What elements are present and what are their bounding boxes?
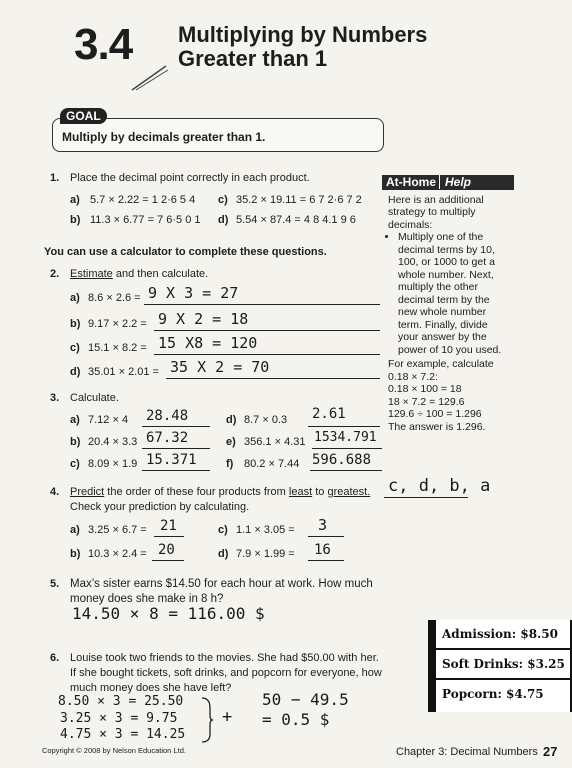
q4-predict-word: Predict [70,486,105,498]
q2-number: 2. [50,268,60,280]
at-home-help-header [382,175,514,190]
q5-answer: 14.50 × 8 = 116.00 $ [72,604,265,623]
q4-number: 4. [50,486,60,498]
q2b-expr: 9.17 × 2.2 = [88,318,147,330]
q3-prompt: Calculate. [70,392,119,404]
q2d-answer-line [166,378,380,379]
pencil-mark [130,62,170,92]
q1-prompt: Place the decimal point correctly in each product. [70,172,310,184]
q4-prompt-part2: to [312,486,328,498]
q2a-expr: 8.6 × 2.6 = [88,292,141,304]
q2c-label: c) [70,342,80,354]
q6-line3: much money does she have left? [70,682,232,694]
at-home-tag: At-Home [386,175,436,189]
q6-work-line3: 4.75 × 3 = 14.25 [60,727,186,742]
q1b-expr: 11.3 × 6.77 = 7 6·5 0 1 [90,214,201,226]
q2d-expr: 35.01 × 2.01 = [88,366,159,378]
help-tag: Help [439,175,471,189]
section-number: 3.4 [74,20,133,69]
aside-example-line3: 18 × 7.2 = 129.6 [388,395,465,408]
soft-drinks-price: Soft Drinks: $3.25 [436,650,570,680]
q6-plus: + [222,707,233,727]
q4a-answer: 21 [160,518,177,534]
q3b-answer-line [142,448,210,449]
q4-prompt-part: the order of these four products from [104,486,289,498]
q3e-label: e) [226,436,236,448]
q4c-label: c) [218,524,228,536]
q3a-answer: 28.48 [146,408,189,424]
q1c-label: c) [218,194,228,206]
q4-order-answer: c, d, b, a [388,476,491,496]
aside-example-intro: For example, calculate [388,358,494,370]
q3a-expr: 7.12 × 4 [88,414,129,426]
q4b-label: b) [70,548,81,560]
q1d-expr: 5.54 × 87.4 = 4 8 4.1 9 6 [236,214,356,226]
q3b-expr: 20.4 × 3.3 [88,436,138,448]
q2a-answer-line [144,304,380,305]
q3f-answer-line [310,470,382,471]
at-home-help-box [382,175,514,437]
q4b-answer: 20 [158,542,175,558]
q4d-expr: 7.9 × 1.99 = [236,548,295,560]
q5-line1: Max’s sister earns $14.50 for each hour at work. How much [70,578,373,590]
aside-intro: Here is an additional strategy to multiply decimals: [388,193,484,231]
q3e-answer: 1534.791 [314,430,377,445]
q3b-answer: 67.32 [146,430,189,446]
q4b-expr: 10.3 × 2.4 = [88,548,147,560]
page-title-line2: Greater than 1 [178,46,328,71]
q1a-expr: 5.7 × 2.22 = 1 2·6 5 4 [90,194,196,206]
q1c-expr: 35.2 × 19.11 = 6 7 2·6 7 2 [236,194,362,206]
calculator-note: You can use a calculator to complete these questions. [44,246,327,258]
q4-least-word: least [288,486,313,498]
q4c-expr: 1.1 × 3.05 = [236,524,295,536]
q4a-answer-line [154,536,184,537]
aside-example-line1: 0.18 × 7.2: [388,370,438,383]
chapter-title: Chapter 3: Decimal Numbers [396,746,538,758]
q3c-answer-line [142,470,210,471]
aside-example-line5: The answer is 1.296. [388,420,486,433]
q3b-label: b) [70,436,81,448]
q1b-label: b) [70,214,81,226]
q5-number: 5. [50,578,60,590]
popcorn-price: Popcorn: $4.75 [442,687,544,701]
q4-line2: Check your prediction by calculating. [70,501,250,513]
page-number: 27 [543,744,558,759]
q4c-answer-line [308,536,344,537]
q4c-answer: 3 [318,516,328,534]
q3-number: 3. [50,392,60,404]
q2a-label: a) [70,292,80,304]
q6-line2: If she bought tickets, soft drinks, and popcorn for everyone, how [70,667,382,679]
q4d-answer: 16 [314,542,331,558]
q2a-answer: 9 X 3 = 27 [148,284,239,302]
q3e-expr: 356.1 × 4.31 [244,436,306,448]
q3c-expr: 8.09 × 1.9 [88,458,138,470]
q2b-answer: 9 X 2 = 18 [158,310,249,328]
q4-order-answer-line [384,497,468,498]
q6-work-line1: 8.50 × 3 = 25.50 [58,694,184,709]
goal-label: GOAL [60,108,107,124]
q4a-label: a) [70,524,80,536]
q2b-label: b) [70,318,81,330]
q2-estimate-word: Estimate [70,268,113,280]
q3d-answer-line [308,426,380,427]
q6-result-bottom: = 0.5 $ [262,710,330,729]
q4-prompt [70,486,370,498]
goal-text: Multiply by decimals greater than 1. [62,130,266,144]
q3e-answer-line [312,448,382,449]
q2b-answer-line [154,330,380,331]
q4-greatest-word: greatest. [327,486,371,498]
q4a-expr: 3.25 × 6.7 = [88,524,147,536]
q6-number: 6. [50,652,60,664]
q3a-answer-line [142,426,210,427]
admission-price: Admission: $8.50 [436,620,570,650]
q1-number: 1. [50,172,60,184]
q3a-label: a) [70,414,80,426]
q2c-answer-line [154,354,380,355]
q6-work-line2: 3.25 × 3 = 9.75 [60,711,178,726]
q3d-expr: 8.7 × 0.3 [244,414,288,426]
page-title-line1: Multiplying by Numbers [178,22,428,47]
q6-result-top: 50 − 49.5 [262,690,349,709]
q2c-answer: 15 X8 = 120 [158,334,258,352]
aside-example-line2: 0.18 × 100 = 18 [388,383,462,395]
q5-line2: money does she make in 8 h? [70,593,224,605]
q2-prompt [70,268,208,280]
q1a-label: a) [70,194,80,206]
q3d-answer: 2.61 [312,406,346,422]
price-film-strip [428,620,572,712]
q3c-label: c) [70,458,80,470]
q3f-label: f) [226,458,234,470]
q1d-label: d) [218,214,229,226]
q4b-answer-line [152,560,184,561]
q6-bracket [200,696,214,744]
copyright: Copyright © 2008 by Nelson Education Ltd. [42,746,186,755]
q3f-expr: 80.2 × 7.44 [244,458,300,470]
q2-prompt-rest: and then calculate. [112,268,209,280]
q2d-answer: 35 X 2 = 70 [170,358,270,376]
q3f-answer: 596.688 [312,452,372,468]
q3c-answer: 15.371 [146,452,197,468]
q2c-expr: 15.1 × 8.2 = [88,342,147,354]
q4d-answer-line [308,560,344,561]
q3d-label: d) [226,414,237,426]
aside-example-line4: 129.6 ÷ 100 = 1.296 [388,408,482,420]
q6-line1: Louise took two friends to the movies. She had $50.00 with her. [70,652,379,664]
aside-bullet: • Multiply one of the decimal terms by 10, 100, or 1000 to get a whole number. Next, multiply the other decimal term by the new whole number term. Finally, divide your answer by the power of 10 you used. [398,231,508,356]
q4d-label: d) [218,548,229,560]
q2d-label: d) [70,366,81,378]
